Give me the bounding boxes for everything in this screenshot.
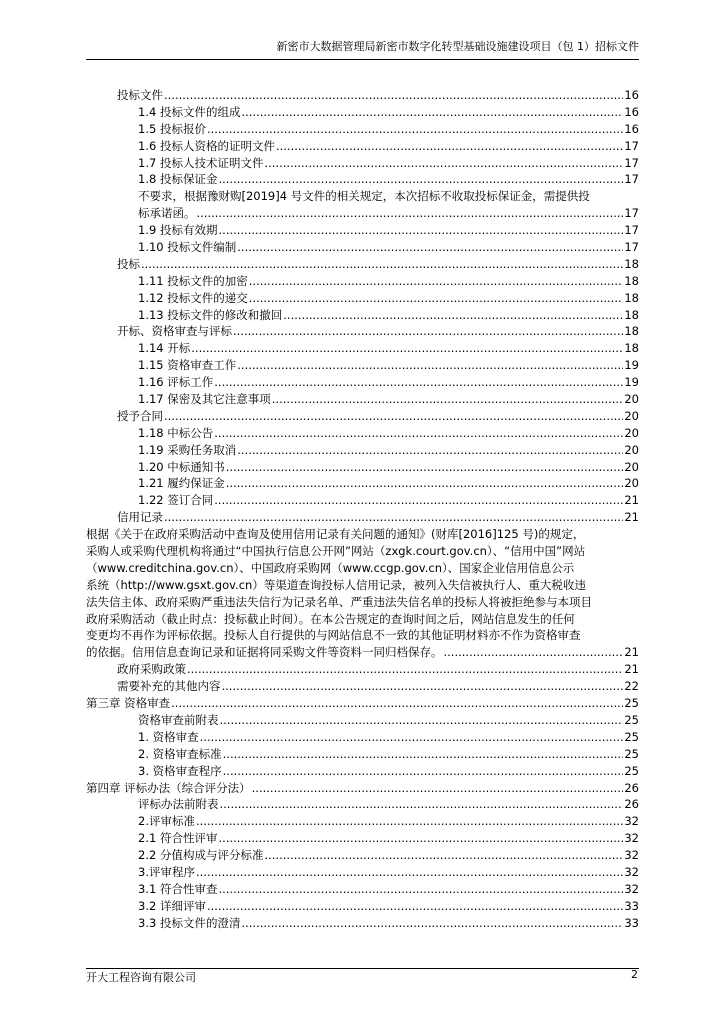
toc-entry-text: 1.8 投标保证金 (138, 172, 218, 187)
toc-entry[interactable] (86, 763, 639, 780)
dot-leader (170, 695, 623, 712)
toc-page-number: 17 (624, 155, 639, 170)
footer-company: 开大工程咨询有限公司 (86, 971, 196, 984)
toc-entry-text: 1.10 投标文件编制 (138, 240, 237, 254)
toc-page-number: 32 (624, 814, 639, 829)
toc-page-number: 18 (624, 290, 639, 305)
toc-entry[interactable] (86, 864, 639, 881)
toc-page-number: 25 (624, 712, 639, 727)
toc-entry[interactable] (86, 475, 639, 492)
paragraph-line: 法失信主体、政府采购严重违法失信行为记录名单、严重违法失信名单的投标人将被拒绝参与本项目 (86, 594, 592, 609)
toc-entry[interactable] (86, 374, 639, 391)
toc-entry[interactable] (86, 104, 639, 121)
toc-entry[interactable] (86, 898, 639, 915)
toc-page-number: 22 (624, 679, 639, 694)
dot-leader (163, 408, 623, 425)
dot-leader (275, 138, 623, 155)
toc-entry[interactable] (86, 813, 639, 830)
toc-entry-text: 投标 (117, 256, 140, 271)
header-divider (86, 59, 639, 60)
toc-page-number: 17 (624, 206, 639, 221)
toc-entry[interactable] (86, 847, 639, 864)
dot-leader (217, 171, 623, 188)
toc-entry[interactable] (86, 408, 639, 425)
dot-leader (221, 678, 624, 695)
dot-leader (263, 155, 623, 172)
toc-page-number: 20 (624, 476, 639, 491)
toc-entry-text: 2.2 分值构成与评分标准 (138, 848, 264, 863)
toc-page-number: 32 (624, 881, 639, 896)
dot-leader (213, 374, 623, 391)
toc-entry-text: 1.19 采购任务取消 (138, 442, 237, 457)
dot-leader (186, 661, 623, 678)
toc-entry[interactable] (86, 746, 639, 763)
footer-page-number: 2 (631, 968, 638, 981)
toc-page-number: 18 (624, 256, 639, 271)
dot-leader (282, 307, 623, 324)
toc-entry[interactable] (86, 678, 639, 695)
toc-entry[interactable] (86, 712, 639, 729)
toc-page-number: 20 (624, 392, 639, 407)
toc-entry[interactable] (86, 661, 639, 678)
toc-entry-text: 3.评审程序 (138, 864, 195, 879)
document-header: 新密市大数据管理局新密市数字化转型基础设施建设项目（包 1）招标文件 (276, 40, 639, 53)
toc-entry-text: 授予合同 (117, 408, 163, 423)
toc-entry[interactable] (86, 796, 639, 813)
toc-entry[interactable] (86, 273, 639, 290)
dot-leader (196, 205, 624, 222)
toc-entry[interactable] (86, 239, 639, 256)
toc-entry-text: 的依据。信用信息查询记录和证据将同采购文件等资料一同归档保存。 (86, 645, 443, 660)
toc-entry-text: 1.21 履约保证金 (138, 476, 225, 491)
toc-entry-text: 2.评审标准 (138, 814, 195, 829)
toc-page-number: 20 (624, 425, 639, 440)
dot-leader (163, 87, 623, 104)
toc-page-number: 20 (624, 442, 639, 457)
paragraph-line: 根据《关于在政府采购活动中查询及使用信用记录有关问题的通知》(财库[2016]125 号)的规定， (86, 527, 585, 542)
toc-entry[interactable] (86, 87, 639, 104)
toc-page-number: 25 (624, 746, 639, 761)
toc-entry-text: 2. 资格审查标准 (138, 746, 222, 761)
dot-leader (217, 222, 623, 239)
toc-page-number: 26 (624, 780, 639, 795)
toc-page-number: 18 (624, 341, 639, 356)
toc-page-number: 33 (624, 915, 639, 930)
dot-leader (240, 915, 623, 932)
dot-leader (236, 442, 623, 459)
toc-entry[interactable] (86, 391, 639, 408)
toc-entry-text: 1.12 投标文件的递交 (138, 290, 248, 305)
toc-entry-text: 投标文件 (117, 87, 163, 102)
dot-leader (222, 746, 624, 763)
dot-leader (213, 425, 623, 442)
paragraph-line: 系统（http://www.gsxt.gov.cn）等渠道查询投标人信用记录，被列入失信被执行人、重大税收违 (86, 577, 586, 592)
toc-entry-text: 1.14 开标 (138, 341, 191, 356)
toc-entry-text: 1.7 投标人技术证明文件 (138, 155, 264, 170)
toc-page-number: 17 (624, 138, 639, 153)
paragraph-line: 变更均不再作为评标依据。投标人自行提供的与网站信息不一致的其他证明材料亦不作为资格审查 (86, 628, 581, 643)
toc-page-number: 18 (624, 324, 639, 339)
toc-entry[interactable] (86, 915, 639, 932)
toc-page-number: 18 (624, 273, 639, 288)
toc-entry[interactable] (86, 155, 639, 172)
toc-entry-text: 第四章 评标办法（综合评分法） (86, 780, 251, 795)
dot-leader (140, 256, 623, 273)
toc-entry-text: 3.2 详细评审 (138, 898, 206, 913)
dot-leader (217, 830, 623, 847)
dot-leader (232, 323, 623, 340)
toc-page-number: 25 (624, 729, 639, 744)
toc-page-number: 17 (624, 223, 639, 238)
dot-leader (271, 391, 624, 408)
toc-entry-text: 1.16 评标工作 (138, 375, 214, 390)
toc-entry[interactable] (86, 121, 639, 138)
dot-leader (443, 644, 624, 661)
dot-leader (199, 729, 624, 746)
toc-page-number: 32 (624, 831, 639, 846)
toc-entry-text: 资格审查前附表 (138, 712, 219, 727)
toc-page-number: 17 (624, 172, 639, 187)
toc-entry[interactable] (86, 729, 639, 746)
dot-leader (217, 881, 623, 898)
toc-group (86, 87, 639, 188)
toc-entry-text: 2.1 符合性评审 (138, 831, 218, 846)
toc-page-number: 16 (624, 104, 639, 119)
dot-leader (163, 509, 623, 526)
toc-entry-text: 1.9 投标有效期 (138, 223, 218, 238)
toc-entry-text: 1.22 签订合同 (138, 493, 214, 508)
toc-entry-text: 1.18 中标公告 (138, 425, 214, 440)
toc-entry[interactable] (86, 830, 639, 847)
toc-entry[interactable] (86, 780, 639, 797)
toc-entry-text: 1.15 资格审查工作 (138, 358, 237, 373)
toc-entry-text: 开标、资格审查与评标 (117, 324, 232, 339)
dot-leader (206, 121, 623, 138)
toc-entry-text: 3.1 符合性审查 (138, 881, 218, 896)
toc-entry[interactable] (86, 340, 639, 357)
toc-group (86, 661, 639, 931)
toc-page-number: 18 (624, 307, 639, 322)
dot-leader (219, 712, 624, 729)
toc-page-number: 33 (624, 898, 639, 913)
toc-entry-wrapped[interactable] (86, 188, 639, 205)
toc-page-number: 16 (624, 87, 639, 102)
toc-entry-text: 政府采购政策 (117, 662, 186, 677)
toc-page-number: 32 (624, 864, 639, 879)
toc-page-number: 25 (624, 696, 639, 711)
toc-entry[interactable] (86, 323, 639, 340)
toc-entry-text: 1.17 保密及其它注意事项 (138, 392, 271, 407)
toc-page-number: 26 (624, 797, 639, 812)
credit-paragraph[interactable] (86, 526, 639, 661)
dot-leader (195, 864, 623, 881)
dot-leader (219, 796, 624, 813)
toc-entry[interactable] (86, 492, 639, 509)
dot-leader (240, 104, 623, 121)
dot-leader (195, 813, 623, 830)
toc-entry[interactable] (86, 222, 639, 239)
toc-entry-text: 标承诺函。 (138, 206, 196, 221)
dot-leader (236, 357, 623, 374)
toc-page-number: 21 (624, 493, 639, 508)
toc-entry-text: 3. 资格审查程序 (138, 763, 222, 778)
toc-entry-text: 不要求，根据豫财购[2019]4 号文件的相关规定，本次招标不收取投标保证金，需提供投 (138, 189, 590, 204)
toc-entry-text: 1. 资格审查 (138, 729, 199, 744)
toc-entry-text: 3.3 投标文件的澄清 (138, 915, 241, 930)
toc-page-number: 32 (624, 848, 639, 863)
dot-leader (263, 847, 623, 864)
toc-page-number: 20 (624, 408, 639, 423)
paragraph-line: 采购人或采购代理机构将通过“中国执行信息公开网”网站（zxgk.court.gov.cn）、“信用中国”网站 (86, 544, 586, 559)
toc-entry[interactable] (86, 357, 639, 374)
dot-leader (248, 273, 624, 290)
toc-page-number: 19 (624, 358, 639, 373)
toc-entry-text: 1.20 中标通知书 (138, 459, 225, 474)
dot-leader (236, 239, 623, 256)
dot-leader (225, 475, 624, 492)
toc-group (86, 222, 639, 526)
toc-entry[interactable] (86, 459, 639, 476)
toc-page-number: 20 (624, 459, 639, 474)
toc-entry[interactable] (86, 138, 639, 155)
toc-page-number: 16 (624, 121, 639, 136)
dot-leader (248, 290, 624, 307)
toc-entry-text: 1.11 投标文件的加密 (138, 273, 248, 288)
toc-entry[interactable] (86, 425, 639, 442)
toc-entry-text: 1.13 投标文件的修改和撤回 (138, 307, 283, 322)
toc-entry[interactable] (86, 881, 639, 898)
toc-entry-text: 1.6 投标人资格的证明文件 (138, 138, 275, 153)
dot-leader (190, 340, 623, 357)
toc-page-number: 21 (624, 510, 639, 525)
toc-entry[interactable] (86, 171, 639, 188)
paragraph-last-line (86, 644, 639, 661)
dot-leader (213, 492, 623, 509)
dot-leader (251, 780, 624, 797)
toc-entry-wrapped-end[interactable] (86, 205, 639, 222)
toc-entry[interactable] (86, 290, 639, 307)
toc-page-number: 17 (624, 240, 639, 254)
dot-leader (206, 898, 623, 915)
toc-entry-text: 评标办法前附表 (138, 797, 219, 812)
toc-entry-text: 1.4 投标文件的组成 (138, 104, 241, 119)
dot-leader (225, 459, 624, 476)
toc-entry-text: 1.5 投标报价 (138, 121, 206, 136)
toc-page-number: 25 (624, 763, 639, 778)
toc-entry-text: 需要补充的其他内容 (117, 679, 221, 694)
toc-page-number: 21 (624, 645, 639, 660)
paragraph-line: 政府采购活动（截止时点：投标截止时间）。在本公告规定的查询时间之后，网站信息发生的任何 (86, 611, 575, 626)
toc-entry-text: 信用记录 (117, 510, 163, 525)
footer-divider (86, 968, 639, 969)
toc-entry[interactable] (86, 307, 639, 324)
toc-entry-text: 第三章 资格审查 (86, 696, 171, 711)
dot-leader (222, 763, 624, 780)
toc-entry[interactable] (86, 695, 639, 712)
toc-entry[interactable] (86, 256, 639, 273)
paragraph-line: （www.creditchina.gov.cn）、中国政府采购网（www.ccgp.gov.cn）、国家企业信用信息公示 (86, 560, 575, 575)
toc-page-number: 19 (624, 375, 639, 390)
toc-entry[interactable] (86, 442, 639, 459)
table-of-contents (86, 87, 639, 932)
toc-page-number: 21 (624, 662, 639, 677)
toc-entry[interactable] (86, 509, 639, 526)
